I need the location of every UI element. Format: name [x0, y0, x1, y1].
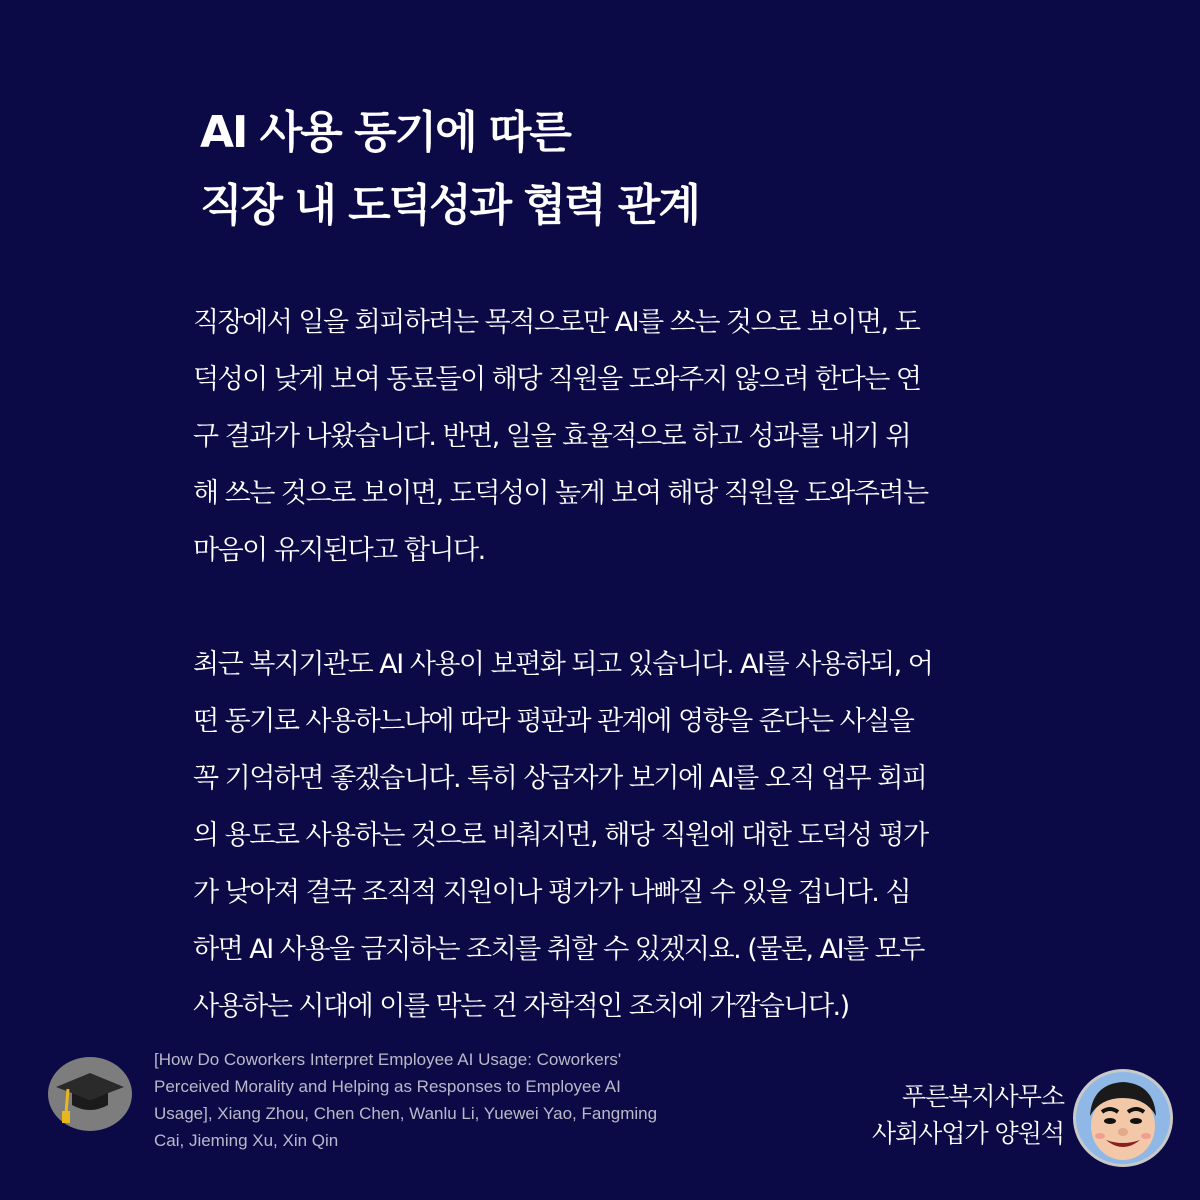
citation-line: [How Do Coworkers Interpret Employee AI Usage: Coworkers' [154, 1050, 622, 1069]
text-line: 최근 복지기관도 AI 사용이 보편화 되고 있습니다. AI를 사용하되, 어 [193, 649, 933, 680]
author-signature [872, 1078, 1064, 1152]
text-line: 덕성이 낮게 보여 동료들이 해당 직원을 도와주지 않으려 한다는 연 [193, 364, 921, 395]
text-line: 떤 동기로 사용하느냐에 따라 평판과 관계에 영향을 준다는 사실을 [193, 706, 914, 737]
text-line: 직장에서 일을 회피하려는 목적으로만 AI를 쓰는 것으로 보이면, 도 [193, 307, 920, 338]
author-name: 사회사업가 양원석 [871, 1119, 1064, 1148]
text-line: 꼭 기억하면 좋겠습니다. 특히 상급자가 보기에 AI를 오직 업무 회피 [193, 763, 927, 794]
paragraph-2 [193, 636, 1033, 1035]
citation-line: Perceived Morality and Helping as Responses to Employee AI [154, 1077, 621, 1096]
article-body [193, 294, 1033, 1035]
text-line: 가 낮아져 결국 조직적 지원이나 평가가 나빠질 수 있을 겁니다. 심 [193, 877, 911, 908]
text-line: 의 용도로 사용하는 것으로 비춰지면, 해당 직원에 대한 도덕성 평가 [193, 820, 928, 851]
citation-line: Cai, Jieming Xu, Xin Qin [154, 1131, 339, 1150]
page-title [200, 96, 1100, 242]
text-line: 사용하는 시대에 이를 막는 건 자학적인 조치에 가깝습니다.) [193, 991, 849, 1022]
graduation-cap-icon [48, 1057, 132, 1131]
title-line-1: AI 사용 동기에 따른 [200, 107, 570, 158]
text-line: 해 쓰는 것으로 보이면, 도덕성이 높게 보여 해당 직원을 도와주려는 [193, 478, 928, 509]
citation-reference [154, 1046, 754, 1154]
text-line: 구 결과가 나왔습니다. 반면, 일을 효율적으로 하고 성과를 내기 위 [193, 421, 911, 452]
text-line: 마음이 유지된다고 합니다. [193, 535, 485, 566]
cartoon-avatar-icon [1073, 1069, 1173, 1167]
title-line-2: 직장 내 도덕성과 협력 관계 [200, 180, 699, 231]
text-line: 하면 AI 사용을 금지하는 조치를 취할 수 있겠지요. (물론, AI를 모두 [193, 934, 924, 965]
paragraph-1 [193, 294, 1033, 579]
paragraph-spacer [193, 579, 1033, 636]
author-org: 푸른복지사무소 [901, 1082, 1064, 1111]
citation-line: Usage], Xiang Zhou, Chen Chen, Wanlu Li, Yuewei Yao, Fangming [154, 1104, 658, 1123]
